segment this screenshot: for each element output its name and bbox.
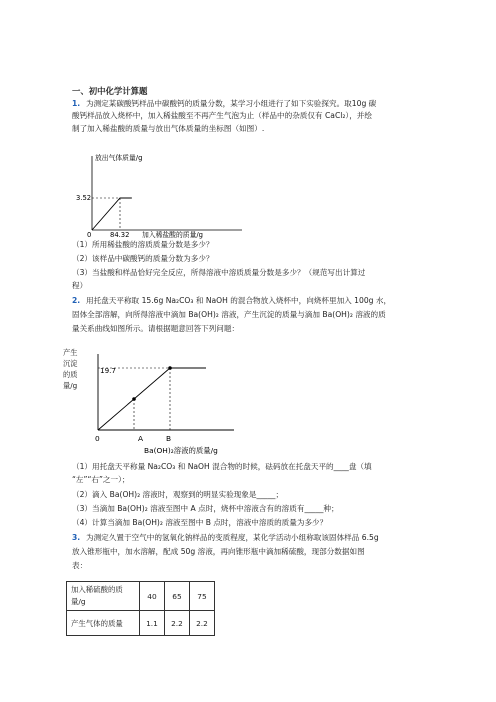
q1-line-1: 为测定某碳酸钙样品中碳酸钙的质量分数，某学习小组进行了如下实验探究。取10g 碳 [86, 99, 377, 108]
q2-chart-xtick-a: A [138, 434, 144, 443]
section-title: 一、初中化学计算题 [72, 86, 148, 96]
q1-chart [76, 148, 254, 240]
q2-chart-xlabel: Ba(OH)₂溶液的质量/g [144, 446, 218, 455]
q1-chart-xlabel: 加入稀盐酸的质量/g [142, 231, 203, 239]
q3-number: 3. [72, 533, 81, 542]
q2-sub-3: （3）当滴加 Ba(OH)₂ 溶液至图中 A 点时，烧杯中溶液含有的溶质有_____种； [72, 504, 339, 513]
table-cell: 1.1 [140, 611, 165, 636]
q1-sub-2: （2）该样品中碳酸钙的质量分数为多少？ [72, 254, 214, 263]
q1-line-3: 制了加入稀盐酸的质量与放出气体质量的坐标图（如图）. [72, 124, 265, 133]
table-header-value: 75 [190, 582, 215, 611]
q1-chart-ylabel: 放出气体质量/g [95, 154, 143, 162]
table-header-label: 加入稀硫酸的质量/g [67, 582, 140, 611]
q2-sub-1-cont: “左”“右”之一）； [72, 475, 130, 484]
table-row [67, 611, 215, 636]
data-table [66, 581, 215, 636]
q2-line-1: 用托盘天平称取 15.6g Na₂CO₃ 和 NaOH 的混合物放入烧杯中，向烧杯里加入 100g 水， [86, 296, 392, 305]
q2-number: 2. [72, 296, 81, 305]
q1-line-2: 酸钙样品放入烧杯中，加入稀盐酸至不再产生气泡为止（样品中的杂质仅有 CaCl₂），并绘 [72, 111, 372, 120]
q2-sub-2: （2）滴入 Ba(OH)₂ 溶液时，观察到的明显实验现象是_____； [72, 490, 284, 499]
q2-line-2: 固体全部溶解，向所得溶液中滴加 Ba(OH)₂ 溶液，产生沉淀的质量与滴加 Ba(OH)₂ 溶液的质 [72, 310, 386, 319]
q2-line-3: 量关系曲线如图所示。请根据题意回答下列问题： [72, 324, 240, 333]
q2-chart-point-a [132, 397, 136, 401]
q2-sub-1: （1）用托盘天平称量 Na₂CO₃ 和 NaOH 混合物的时候，砝码放在托盘天平的____盘（填 [72, 462, 372, 471]
q2-chart-ytick: 19.7 [100, 366, 117, 375]
table-header-value: 40 [140, 582, 165, 611]
q2-sub-4: （4）计算当滴加 Ba(OH)₂ 溶液至图中 B 点时，溶液中溶质的质量为多少？ [72, 518, 328, 527]
table-row [67, 582, 215, 611]
q1-chart-ytick: 3.52 [76, 194, 92, 202]
q1-chart-xtick-0: 0 [87, 231, 92, 239]
q2-chart-point-b [168, 366, 172, 370]
q2-chart-xtick-0: 0 [95, 434, 100, 443]
q1-sub-3-cont: 程） [72, 281, 88, 290]
q1-chart-xtick-1: 84.32 [110, 231, 130, 239]
q2-chart [74, 344, 244, 458]
q1-sub-1: （1）所用稀盐酸的溶质质量分数是多少？ [72, 240, 214, 249]
q3-line-3: 表： [72, 561, 88, 570]
table-cell: 2.2 [165, 611, 190, 636]
q2-chart-ylabel-text: 产生沉淀的质量/g [63, 348, 78, 390]
q2-chart-xtick-b: B [166, 434, 172, 443]
q1-sub-3: （3）当盐酸和样品恰好完全反应，所得溶液中溶质质量分数是多少？（规范写出计算过 [72, 268, 366, 277]
q3-line-2: 放入锥形瓶中，加水溶解，配成 50g 溶液，再向锥形瓶中滴加稀硫酸，现部分数据如图 [72, 547, 365, 556]
table-row-label: 产生气体的质量 [67, 611, 140, 636]
table-header-value: 65 [165, 582, 190, 611]
table-cell: 2.2 [190, 611, 215, 636]
q3-line-1: 为测定久置于空气中的氢氧化钠样品的变质程度，某化学活动小组称取该固体样品 6.5g [86, 533, 379, 542]
q1-chart-series-line [92, 198, 132, 230]
q2-chart-series-line [98, 368, 206, 430]
q1-number: 1. [72, 99, 81, 108]
